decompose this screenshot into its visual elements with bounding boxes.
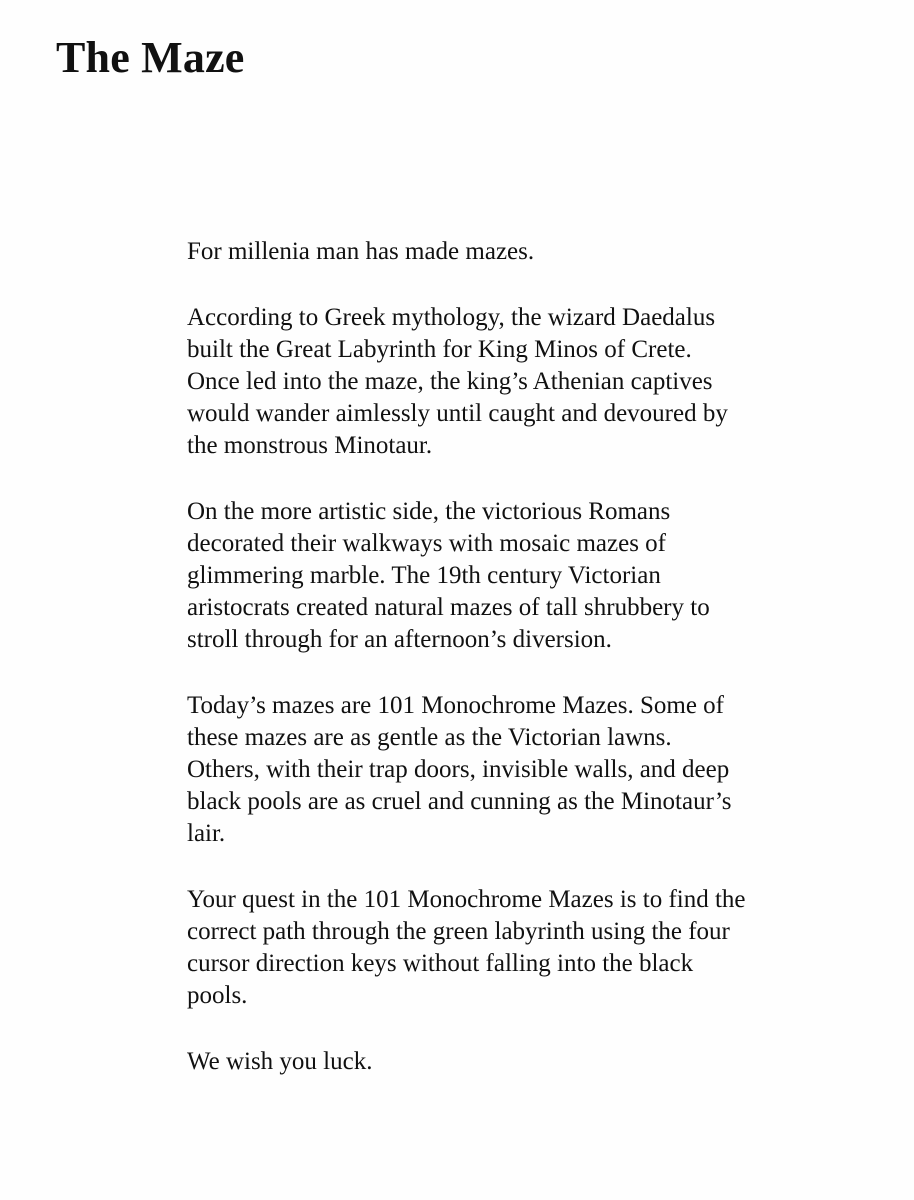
text-line: Today’s mazes are 101 Monochrome Mazes. Some of — [187, 692, 724, 719]
text-line: would wander aimlessly until caught and devoured by — [187, 400, 728, 427]
text-line: the monstrous Minotaur. — [187, 432, 433, 459]
text-line: pools. — [187, 982, 248, 1009]
text-line: correct path through the green labyrinth using the four — [187, 918, 730, 945]
text-line: Once led into the maze, the king’s Athenian captives — [187, 368, 713, 395]
text-line: decorated their walkways with mosaic mazes of — [187, 530, 666, 557]
text-line: According to Greek mythology, the wizard Daedalus — [187, 304, 716, 331]
text-line: Your quest in the 101 Monochrome Mazes is to find the — [187, 886, 746, 913]
text-line: these mazes are as gentle as the Victorian lawns. — [187, 724, 672, 751]
paragraph-greek-mythology — [187, 302, 887, 462]
paragraph-quest — [187, 884, 887, 1012]
text-line: On the more artistic side, the victorious Romans — [187, 498, 671, 525]
text-line: stroll through for an afternoon’s diversion. — [187, 626, 612, 653]
text-line: lair. — [187, 820, 226, 847]
body-text — [187, 236, 887, 1112]
paragraph-todays-mazes — [187, 690, 887, 850]
text-line: glimmering marble. The 19th century Victorian — [187, 562, 661, 589]
paragraph-closing — [187, 1046, 887, 1078]
text-line: We wish you luck. — [187, 1048, 373, 1075]
text-line: black pools are as cruel and cunning as the Minotaur’s — [187, 788, 732, 815]
text-line: aristocrats created natural mazes of tall shrubbery to — [187, 594, 710, 621]
page-title: The Maze — [56, 33, 245, 82]
text-line: built the Great Labyrinth for King Minos of Crete. — [187, 336, 692, 363]
paragraph-history — [187, 496, 887, 656]
text-line: cursor direction keys without falling into the black — [187, 950, 694, 977]
text-line: Others, with their trap doors, invisible walls, and deep — [187, 756, 730, 783]
text-line: For millenia man has made mazes. — [187, 238, 535, 265]
paragraph-intro — [187, 236, 887, 268]
